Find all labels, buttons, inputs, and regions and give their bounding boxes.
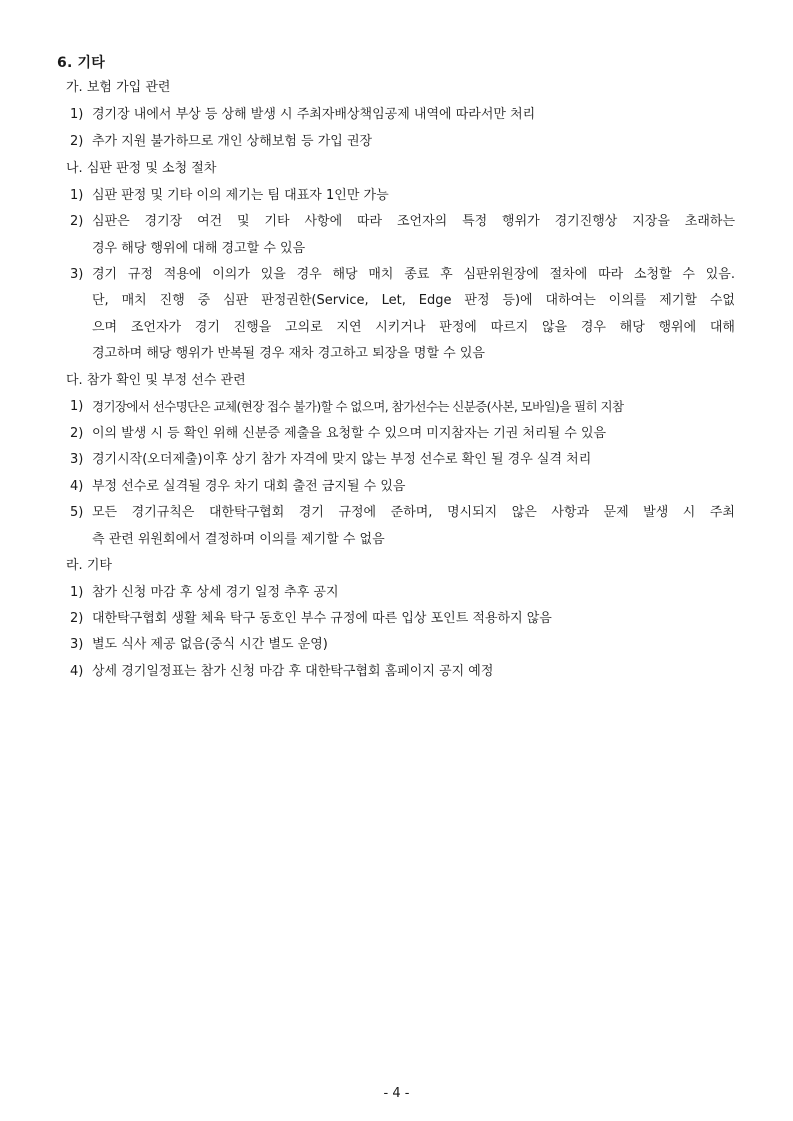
item-number: 1)	[70, 107, 84, 122]
item-text: 이의 발생 시 등 확인 위해 신분증 제출을 요청할 수 있으며 미지참자는 기권 처리될 수 있음	[92, 426, 607, 441]
item-number: 5)	[70, 505, 84, 520]
item-number: 1)	[70, 188, 84, 203]
item-text: 부정 선수로 실격될 경우 차기 대회 출전 금지될 수 있음	[92, 479, 406, 494]
item-number: 3)	[70, 637, 84, 652]
item-text-continuation: 측 관련 위원회에서 결정하며 이의를 제기할 수 없음	[92, 532, 385, 547]
item-text: 경기장 내에서 부상 등 상해 발생 시 주최자배상책임공제 내역에 따라서만 처리	[92, 107, 536, 122]
item-number: 2)	[70, 426, 84, 441]
item-number: 3)	[70, 452, 84, 467]
item-text-continuation: 으며 조언자가 경기 진행을 고의로 지연 시키거나 판정에 따르지 않을 경우 해당 행위에 대해	[92, 320, 735, 335]
item-text: 경기장에서 선수명단은 교체(현장 접수 불가)할 수 없으며, 참가선수는 신분증(사본, 모바일)을 필히 지참	[92, 399, 624, 414]
item-text: 경기시작(오더제출)이후 상기 참가 자격에 맞지 않는 부정 선수로 확인 될 경우 실격 처리	[92, 452, 592, 467]
group-heading-eligibility: 다. 참가 확인 및 부정 선수 관련	[66, 373, 246, 388]
item-text-continuation: 경고하며 해당 행위가 반복될 경우 재차 경고하고 퇴장을 명할 수 있음	[92, 346, 485, 361]
item-text: 추가 지원 불가하므로 개인 상해보험 등 가입 권장	[92, 134, 373, 149]
item-text: 참가 신청 마감 후 상세 경기 일정 추후 공지	[92, 585, 339, 600]
item-number: 1)	[70, 399, 84, 414]
page-number: - 4 -	[383, 1086, 410, 1101]
item-number: 4)	[70, 664, 84, 679]
item-text-continuation: 단, 매치 진행 중 심판 판정권한(Service, Let, Edge 판정 등)에 대하여는 이의를 제기할 수없	[92, 293, 735, 308]
item-number: 3)	[70, 267, 84, 282]
item-text: 대한탁구협회 생활 체육 탁구 동호인 부수 규정에 따른 입상 포인트 적용하지 않음	[92, 611, 552, 626]
item-number: 2)	[70, 214, 84, 229]
item-number: 4)	[70, 479, 84, 494]
item-text-continuation: 경우 해당 행위에 대해 경고할 수 있음	[92, 241, 306, 256]
item-text: 경기 규정 적용에 이의가 있을 경우 해당 매치 종료 후 심판위원장에 절차에 따라 소청할 수 있음.	[92, 267, 735, 282]
item-number: 2)	[70, 134, 84, 149]
section-title: 6. 기타	[57, 55, 105, 71]
group-heading-referee: 나. 심판 판정 및 소청 절차	[66, 161, 217, 176]
item-text: 심판 판정 및 기타 이의 제기는 팀 대표자 1인만 가능	[92, 188, 389, 203]
item-text: 별도 식사 제공 없음(중식 시간 별도 운영)	[92, 637, 328, 652]
item-text: 심판은 경기장 여건 및 기타 사항에 따라 조언자의 특정 행위가 경기진행상 지장을 초래하는	[92, 214, 735, 229]
group-heading-insurance: 가. 보험 가입 관련	[66, 80, 171, 95]
item-text: 상세 경기일정표는 참가 신청 마감 후 대한탁구협회 홈페이지 공지 예정	[92, 664, 494, 679]
item-number: 2)	[70, 611, 84, 626]
item-number: 1)	[70, 585, 84, 600]
group-heading-misc: 라. 기타	[66, 558, 112, 573]
item-text: 모든 경기규칙은 대한탁구협회 경기 규정에 준하며, 명시되지 않은 사항과 문제 발생 시 주최	[92, 505, 735, 520]
